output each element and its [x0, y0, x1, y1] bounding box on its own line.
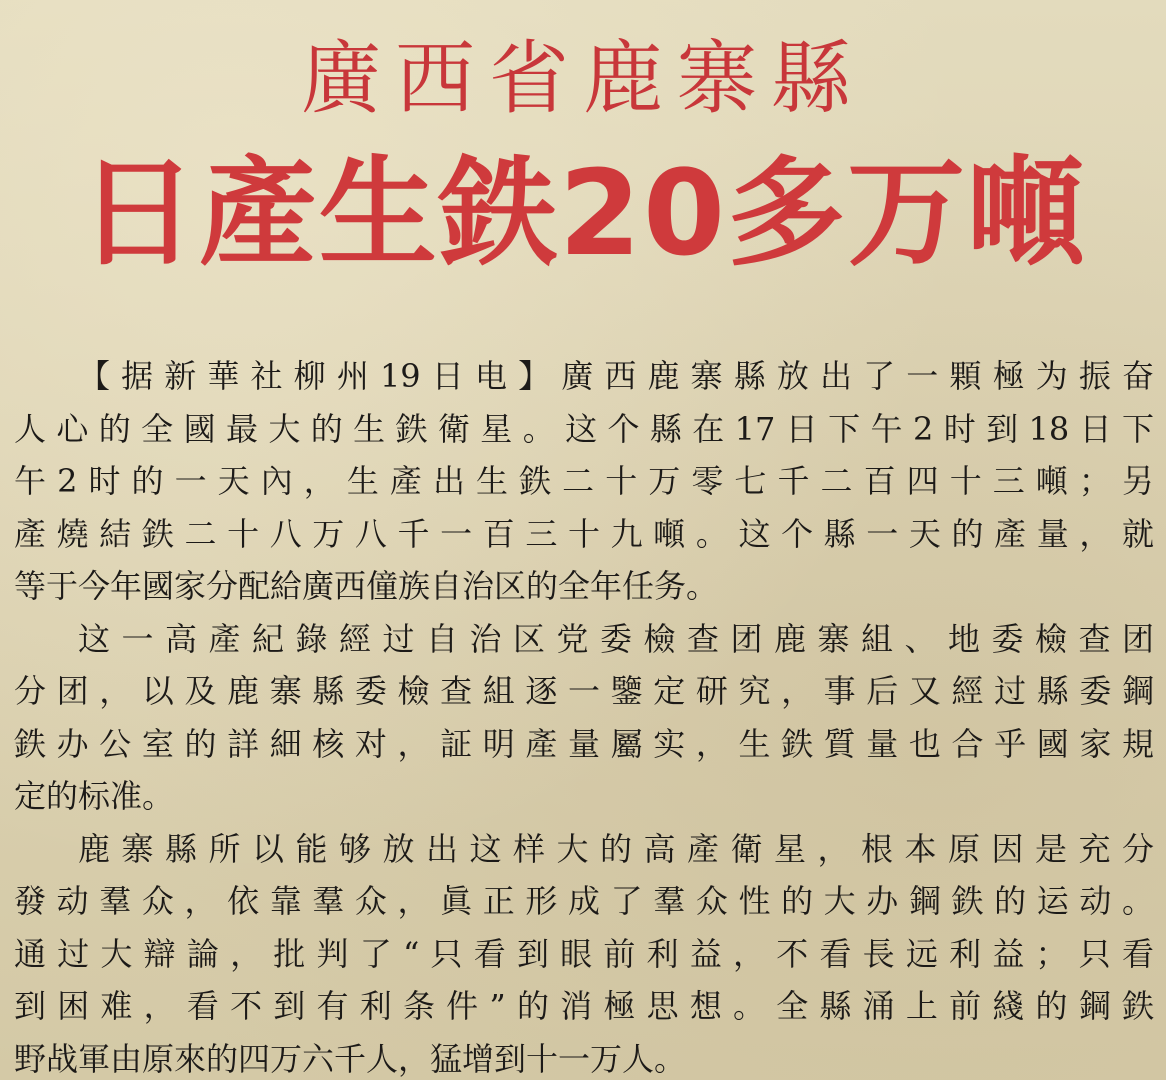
article-line: 到困难，看不到有利条件”的消極思想。全縣涌上前綫的鋼鉄 — [14, 987, 1154, 1025]
article-line: 等于今年國家分配給廣西僮族自治区的全年任务。 — [14, 567, 719, 605]
article-line: 通过大辯論，批判了“只看到眼前利益，不看長远利益；只看 — [14, 934, 1154, 973]
article-line: 產燒結鉄二十八万八千一百三十九噸。这个縣一天的產量，就 — [14, 514, 1154, 553]
article-line: 人心的全國最大的生鉄衛星。这个縣在17日下午2时到18日下 — [14, 409, 1154, 448]
article-body — [14, 350, 1154, 1080]
article-line: 这一高產紀錄經过自治区党委檢查团鹿寨組、地委檢查团 — [78, 619, 1154, 658]
article-paragraph-3 — [14, 823, 1154, 1080]
article-line: 定的标准。 — [14, 777, 175, 815]
article-line: 發动羣众，依靠羣众，眞正形成了羣众性的大办鋼鉄的运动。 — [14, 882, 1154, 920]
article-line: 鹿寨縣所以能够放出这样大的高產衛星，根本原因是充分 — [78, 829, 1154, 868]
article-line: 野战軍由原來的四万六千人，猛增到十一万人。 — [14, 1039, 687, 1078]
article-line: 鉄办公室的詳細核对，証明產量屬实，生鉄質量也合乎國家規 — [14, 724, 1154, 763]
headline-subtitle: 廣西省鹿寨縣 — [301, 32, 865, 125]
article-line: 【据新華社柳州19日电】廣西鹿寨縣放出了一顆極为振奋 — [78, 357, 1154, 395]
article-paragraph-1 — [14, 350, 1154, 613]
headline-title: 日產生鉄20多万噸 — [78, 144, 1088, 282]
article-line: 午2时的一天內，生產出生鉄二十万零七千二百四十三噸；另 — [14, 462, 1154, 500]
article-paragraph-2 — [14, 613, 1154, 823]
article-line: 分团，以及鹿寨縣委檢查組逐一鑒定研究，事后又經过縣委鋼 — [14, 672, 1154, 710]
